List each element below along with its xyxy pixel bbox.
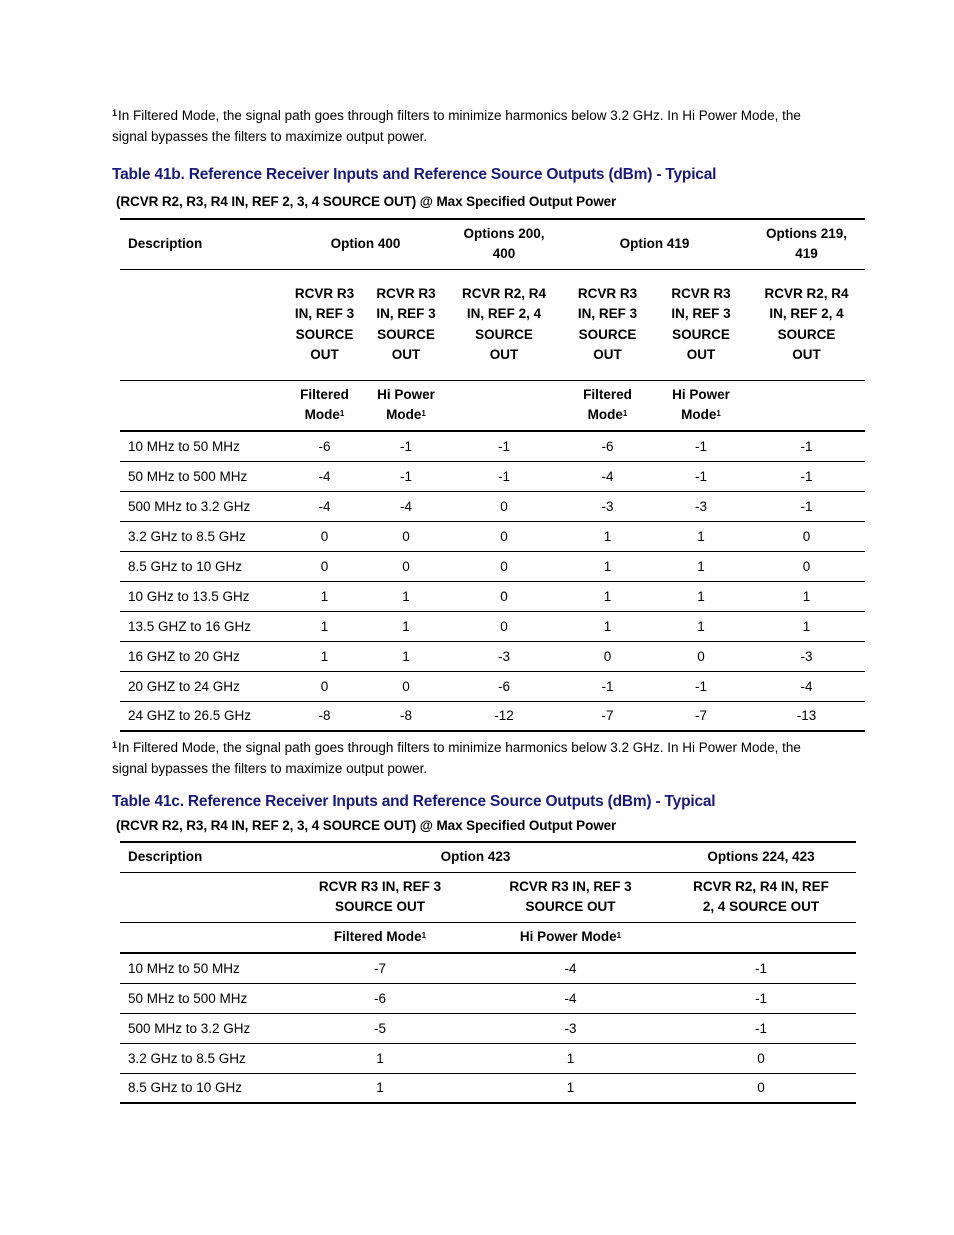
cell-value: 0	[447, 581, 561, 611]
cell-value: 1	[654, 581, 748, 611]
column-header-description: Description	[120, 842, 285, 872]
port-header-empty	[120, 269, 284, 380]
table-row	[120, 431, 865, 461]
table-row	[120, 983, 856, 1013]
cell-value: 1	[654, 611, 748, 641]
cell-value: 1	[561, 581, 654, 611]
table-row	[120, 581, 865, 611]
row-description: 24 GHZ to 26.5 GHz	[120, 701, 284, 731]
row-description: 20 GHZ to 24 GHz	[120, 671, 284, 701]
cell-value: -4	[284, 461, 365, 491]
row-description: 10 MHz to 50 MHz	[120, 953, 285, 983]
cell-value: -3	[561, 491, 654, 521]
port-header-r2-r4: RCVR R2, R4 IN, REF 2, 4 SOURCE OUT	[666, 872, 856, 922]
cell-value: -1	[748, 491, 865, 521]
table-row	[120, 521, 865, 551]
cell-value: -12	[447, 701, 561, 731]
cell-value: -1	[561, 671, 654, 701]
cell-value: 0	[447, 551, 561, 581]
mode-header-hipower: Hi Power Mode$^1$	[475, 922, 666, 953]
cell-value: 0	[654, 641, 748, 671]
cell-value: -1	[666, 1013, 856, 1043]
cell-value: 1	[561, 551, 654, 581]
cell-value: 0	[284, 521, 365, 551]
cell-value: -1	[666, 953, 856, 983]
row-description: 13.5 GHZ to 16 GHz	[120, 611, 284, 641]
table-row	[120, 1043, 856, 1073]
port-header-r3: RCVR R3 IN, REF 3 SOURCE OUT	[654, 269, 748, 380]
cell-value: 1	[561, 521, 654, 551]
row-description: 500 MHz to 3.2 GHz	[120, 1013, 285, 1043]
table-row	[120, 551, 865, 581]
port-header-r2-r4: RCVR R2, R4 IN, REF 2, 4 SOURCE OUT	[748, 269, 865, 380]
cell-value: 1	[561, 611, 654, 641]
cell-value: 1	[475, 1043, 666, 1073]
footnote-text: In Filtered Mode, the signal path goes through filters to minimize harmonics below 3.2 GHz. In Hi Power Mode, the signal bypasses the filters to maximize output power.	[112, 108, 801, 144]
footnote-mark: 1	[112, 740, 118, 750]
cell-value: 1	[284, 581, 365, 611]
row-description: 8.5 GHz to 10 GHz	[120, 1073, 285, 1103]
cell-value: -4	[475, 983, 666, 1013]
port-header-r3: RCVR R3 IN, REF 3 SOURCE OUT	[285, 872, 475, 922]
cell-value: -1	[748, 461, 865, 491]
port-header-r3: RCVR R3 IN, REF 3 SOURCE OUT	[365, 269, 447, 380]
mode-header-empty	[120, 380, 284, 431]
mode-header-empty	[666, 922, 856, 953]
cell-value: -3	[475, 1013, 666, 1043]
cell-value: -1	[365, 461, 447, 491]
cell-value: 0	[447, 491, 561, 521]
footnote-middle	[112, 737, 832, 779]
mode-header-hipower: Hi Power Mode$^1$	[654, 380, 748, 431]
cell-value: 1	[365, 581, 447, 611]
mode-header-hipower: Hi Power Mode$^1$	[365, 380, 447, 431]
cell-value: -6	[285, 983, 475, 1013]
table-41b-subtitle: (RCVR R2, R3, R4 IN, REF 2, 3, 4 SOURCE OUT) @ Max Specified Output Power	[116, 194, 617, 209]
table-row	[120, 953, 856, 983]
cell-value: -6	[284, 431, 365, 461]
row-description: 50 MHz to 500 MHz	[120, 983, 285, 1013]
column-header-option-419: Option 419	[561, 219, 748, 269]
port-header-r3: RCVR R3 IN, REF 3 SOURCE OUT	[561, 269, 654, 380]
table-row	[120, 1073, 856, 1103]
table-41c-title: Table 41c. Reference Receiver Inputs and Reference Source Outputs (dBm) - Typical	[112, 793, 716, 810]
cell-value: 0	[561, 641, 654, 671]
row-description: 3.2 GHz to 8.5 GHz	[120, 1043, 285, 1073]
cell-value: -7	[285, 953, 475, 983]
cell-value: -13	[748, 701, 865, 731]
table-row	[120, 461, 865, 491]
cell-value: -3	[447, 641, 561, 671]
cell-value: 0	[447, 611, 561, 641]
cell-value: -1	[654, 671, 748, 701]
row-description: 500 MHz to 3.2 GHz	[120, 491, 284, 521]
cell-value: 0	[284, 671, 365, 701]
table-41b-title: Table 41b. Reference Receiver Inputs and Reference Source Outputs (dBm) - Typical	[112, 166, 717, 183]
cell-value: -4	[561, 461, 654, 491]
cell-value: -1	[447, 461, 561, 491]
column-header-options-224-423: Options 224, 423	[666, 842, 856, 872]
cell-value: 1	[654, 521, 748, 551]
cell-value: -4	[365, 491, 447, 521]
port-header-r3: RCVR R3 IN, REF 3 SOURCE OUT	[475, 872, 666, 922]
row-description: 10 GHz to 13.5 GHz	[120, 581, 284, 611]
cell-value: -1	[447, 431, 561, 461]
port-header-r2-r4: RCVR R2, R4 IN, REF 2, 4 SOURCE OUT	[447, 269, 561, 380]
column-header-options-219-419: Options 219, 419	[748, 219, 865, 269]
cell-value: 1	[475, 1073, 666, 1103]
cell-value: 0	[365, 551, 447, 581]
cell-value: 0	[666, 1073, 856, 1103]
cell-value: 0	[365, 671, 447, 701]
column-header-options-200-400: Options 200, 400	[447, 219, 561, 269]
mode-header-empty	[120, 922, 285, 953]
cell-value: 1	[654, 551, 748, 581]
footnote-mark: 1	[112, 108, 118, 118]
column-header-option-400: Option 400	[284, 219, 447, 269]
mode-header-filtered: Filtered Mode$^1$	[285, 922, 475, 953]
row-description: 10 MHz to 50 MHz	[120, 431, 284, 461]
cell-value: -7	[654, 701, 748, 731]
cell-value: -6	[447, 671, 561, 701]
table-41b	[120, 218, 865, 732]
cell-value: -5	[285, 1013, 475, 1043]
cell-value: -1	[748, 431, 865, 461]
table-row	[120, 701, 865, 731]
table-row	[120, 611, 865, 641]
footnote-top	[112, 105, 832, 147]
cell-value: 0	[748, 551, 865, 581]
cell-value: -3	[654, 491, 748, 521]
table-row	[120, 491, 865, 521]
cell-value: -6	[561, 431, 654, 461]
cell-value: -1	[654, 431, 748, 461]
cell-value: -1	[666, 983, 856, 1013]
cell-value: 1	[285, 1073, 475, 1103]
cell-value: 1	[365, 611, 447, 641]
row-description: 16 GHZ to 20 GHz	[120, 641, 284, 671]
cell-value: 0	[666, 1043, 856, 1073]
cell-value: 0	[365, 521, 447, 551]
cell-value: -1	[365, 431, 447, 461]
cell-value: 0	[284, 551, 365, 581]
mode-header-filtered: Filtered Mode$^1$	[284, 380, 365, 431]
cell-value: 1	[365, 641, 447, 671]
cell-value: -3	[748, 641, 865, 671]
cell-value: -4	[748, 671, 865, 701]
port-header-r3: RCVR R3 IN, REF 3 SOURCE OUT	[284, 269, 365, 380]
mode-header-empty	[447, 380, 561, 431]
cell-value: 1	[284, 641, 365, 671]
cell-value: -1	[654, 461, 748, 491]
cell-value: 0	[447, 521, 561, 551]
cell-value: -8	[365, 701, 447, 731]
cell-value: 0	[748, 521, 865, 551]
footnote-text: In Filtered Mode, the signal path goes through filters to minimize harmonics below 3.2 GHz. In Hi Power Mode, the signal bypasses the filters to maximize output power.	[112, 740, 801, 776]
column-header-description: Description	[120, 219, 284, 269]
cell-value: -4	[284, 491, 365, 521]
table-row	[120, 1013, 856, 1043]
row-description: 3.2 GHz to 8.5 GHz	[120, 521, 284, 551]
cell-value: 1	[748, 581, 865, 611]
cell-value: -8	[284, 701, 365, 731]
row-description: 50 MHz to 500 MHz	[120, 461, 284, 491]
table-row	[120, 671, 865, 701]
table-41c	[120, 841, 856, 1104]
cell-value: 1	[748, 611, 865, 641]
table-41c-subtitle: (RCVR R2, R3, R4 IN, REF 2, 3, 4 SOURCE OUT) @ Max Specified Output Power	[116, 818, 617, 833]
cell-value: -4	[475, 953, 666, 983]
row-description: 8.5 GHz to 10 GHz	[120, 551, 284, 581]
mode-header-filtered: Filtered Mode$^1$	[561, 380, 654, 431]
mode-header-empty	[748, 380, 865, 431]
cell-value: 1	[285, 1043, 475, 1073]
cell-value: 1	[284, 611, 365, 641]
cell-value: -7	[561, 701, 654, 731]
table-row	[120, 641, 865, 671]
port-header-empty	[120, 872, 285, 922]
column-header-option-423: Option 423	[285, 842, 666, 872]
